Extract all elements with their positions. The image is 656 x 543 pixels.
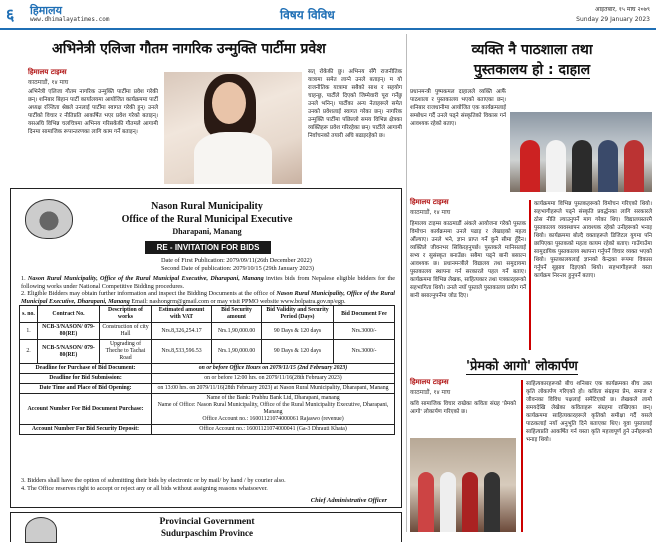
second-notice-subtitle: Sudurpaschim Province <box>160 528 254 538</box>
table-row <box>20 425 395 435</box>
account-office: Name of Office: Nason Rural Municipality, Office of the Rural Municipality Executive, Dharapani, Manang <box>157 402 389 415</box>
cell-contract: NCB-3/NASON/ 079-80(RE) <box>38 323 100 340</box>
cell-description: Upgrading of Theche to Tachai Road <box>100 340 152 364</box>
bid-notice <box>10 188 402 508</box>
table-row <box>20 340 395 364</box>
photo-person-shape <box>598 140 618 192</box>
article1-byline: हिमालय टाइम्स <box>28 68 67 76</box>
photo-person-shape <box>462 472 478 532</box>
notice-office: Office of the Rural Municipal Executive <box>121 214 293 225</box>
photo-face-shape <box>212 82 246 124</box>
second-publication-date: Second Date of publication: 2079/10/15 (29th January 2023) <box>161 265 315 272</box>
column-rule <box>529 200 531 350</box>
article3-headline: 'प्रेमको आगो' लोकार्पण <box>466 359 578 374</box>
article1-column-1: अभिनेत्री एलिजा गौतम नागरिक उन्मुक्ति पार्टीमा प्रवेश गरेकी छन्। शनिबार बिहान पार्टी कार्यालयमा आयोजित कार्यक्रममा पार्टी अध्यक्ष रञ्जिता श्रेष्ठले उनलाई पार्टीमा स्वागत गरेकी हुन्। उनले पार्टीको विचार र नीतिप्रति आकर्षित भएर प्रवेश गरेको बताइन्। यसअघि विभिन्न चलचित्रमा अभिनय गरिसकेकी गौतमले आगामी दिनमा सामाजिक रूपान्तरणका लागि काम गर्ने बताइन्। <box>28 89 158 135</box>
col-header-validity: Bid Validity and Security Period (Days) <box>262 306 334 323</box>
account-number: Office Account no.: 16001121074000061 Rajaswo (revenue) <box>202 416 344 422</box>
table-row <box>20 364 395 374</box>
cell-validity: 90 Days & 120 days <box>262 323 334 340</box>
photo-person-shape <box>440 472 456 532</box>
article1-dateline: काठमाडौं, १४ माघ <box>28 79 69 86</box>
col-header-contract: Contract No. <box>38 306 100 323</box>
notice-point-2-text: Email: nashongrm@gmail.com or may visit PPMO website www.bolpatra.gov.np/egp. <box>129 297 346 305</box>
cell-fee: Nrs.3000/- <box>334 323 395 340</box>
date-nepali: आइतबार, १५ माघ २०७९ <box>595 6 650 13</box>
article3-byline-box <box>410 378 484 396</box>
cell-contract: NCB-5/NASON/ 079-80(RE) <box>38 340 100 364</box>
page-header <box>0 0 656 30</box>
article2-byline: हिमालय टाइम्स <box>410 198 449 206</box>
column-rule <box>521 380 523 532</box>
notice-banner: RE - INVITATION FOR BIDS <box>145 241 271 254</box>
notice-point-2: 2. Eligible Bidders may obtain further information and inspect the Bidding Documents at the office of Nason Rural Municipality, Office of the Rural Municipal Executive, Dharapani, Manang Email: nashongrm@gmail.com or may visit PPMO website www.bolpatra.gov.np/egp. <box>21 290 396 305</box>
cell-fee: Nrs.3000/- <box>334 340 395 364</box>
article3-photo <box>410 438 516 532</box>
cell-sno: 2. <box>20 340 38 364</box>
photo-person-shape <box>418 472 434 532</box>
cell-description: Construction of city Hall <box>100 323 152 340</box>
second-notice-title: Provincial Government <box>159 517 255 527</box>
photo-person-shape <box>484 472 500 532</box>
article3-dateline: काठमाडौं, १४ माघ <box>410 389 451 396</box>
cell-validity: 90 Days & 120 days <box>262 340 334 364</box>
photo-person-shape <box>572 140 592 192</box>
account-bank: Name of the Bank: Prabhu Bank Ltd, Dharapani, manang <box>206 395 340 401</box>
article2-dateline: काठमाडौं, १४ माघ <box>410 209 451 216</box>
article1-headline: अभिनेत्री एलिजा गौतम नागरिक उन्मुक्ति पार्टीमा प्रवेश <box>52 41 326 57</box>
notice-signature: Chief Administrative Officer <box>310 497 387 504</box>
article3-byline: हिमालय टाइम्स <box>410 378 449 386</box>
article1-column-3: सत् रोकेकी छु। अभिनय सँगै राजनीतिक यात्रामा समेत लाग्ने उनले बताइन्। म यो राजनीतिक यात्रामा सबैको साथ र सहयोग चाहन्छु, पार्टीले दिएको जिम्मेवारी पूरा गर्नेछु उनले भनिन्। पार्टीका अन्य नेताहरूले समेत उनको प्रवेशलाई स्वागत गरेका छन्। नागरिक उन्मुक्ति पार्टीमा पछिल्लो समय विभिन्न क्षेत्रका व्यक्तिहरू प्रवेश गरिरहेका छन्। पार्टीले आगामी निर्वाचनको तयारी अघि बढाइरहेको छ। <box>308 69 402 139</box>
deadline-submission-label: Deadline for Bid Submission: <box>20 374 152 384</box>
table-row <box>20 323 395 340</box>
article1-byline-box <box>28 68 102 86</box>
notice-point-3-text: Bidders shall have the option of submitting their bids by electronic or by mail/ by hand / by courier also. <box>27 477 286 484</box>
notice-point-1-org: Nason Rural Municipality, Office of the Rural Municipal Executive, Dharapani, Manang <box>27 275 264 282</box>
col-header-estimate: Estimated amount with VAT <box>152 306 212 323</box>
second-notice <box>10 512 402 542</box>
notice-organization: Nason Rural Municipality <box>151 201 263 212</box>
first-publication-date: Date of First Publication: 2079/09/11(26th December 2022) <box>161 257 312 264</box>
site-url: www.dhimalayatimes.com <box>30 16 110 23</box>
deadline-submission-value: on or before 12:00 hrs. on 2079/11/16(28th February 2023) <box>152 374 395 384</box>
cell-sno: 1. <box>20 323 38 340</box>
table-row <box>20 394 395 425</box>
article2-headline-line-2: पुस्तकालय हो : दाहाल <box>473 62 591 78</box>
notice-point-3: 3. Bidders shall have the option of submitting their bids by electronic or by mail/ by hand / by courier also. <box>21 477 286 484</box>
issue-date <box>576 5 650 24</box>
article2-column-1: हिमालय टाइम्स काठमाडौं अंकले आयोजना गरेको पुस्तक विमोचन कार्यक्रममा उनले पढाइ र लेखाइको महत्व औंल्याए। उनले भने, ज्ञान प्राप्त गर्ने कुनै सीमा हुँदैन। व्यक्तिले जीवनभर सिकिरहनुपर्छ। पुस्तकले मानिसलाई सभ्य र सुसंस्कृत बनाउँछ। सबैमा पढ्ने बानी बसाल्न आवश्यक छ। प्रधानमन्त्रीले विद्यालय तथा समुदायमा पुस्तकालय स्थापना गर्न सरकारले पहल गर्ने बताए। कार्यक्रममा विभिन्न लेखक, साहित्यकार तथा पत्रकारहरूको सहभागिता थियो। उनले नयाँ पुस्ताले पुस्तकालय प्रयोग गर्ने बानी बसाल्नुपर्नेमा जोड दिए। <box>410 221 527 299</box>
cell-security: Nrs.1,90,000.00 <box>212 340 262 364</box>
column-divider <box>406 34 407 532</box>
notice-point-2-org: Nason Rural Municipality, Office of the Rural Municipal Executive, Dharapani, Manang <box>21 290 396 305</box>
security-label: Account Number For Bid Security Deposit: <box>20 425 152 435</box>
table-row <box>20 384 395 394</box>
photo-person-shape <box>624 140 644 192</box>
opening-label: Date Time and Place of Bid Opening: <box>20 384 152 394</box>
photo-dress-shape <box>194 132 272 184</box>
cell-estimate: Nrs.8,326,254.17 <box>152 323 212 340</box>
col-header-security: Bid Security amount <box>212 306 262 323</box>
article3-column-2: साहित्यकारहरूको बीच शनिबार एक कार्यक्रमका बीच उक्त कृति लोकार्पण गरिएको हो। कविता संग्रहमा प्रेम, समाज र जीवनका विविध पक्षलाई समेटिएको छ। लेखकले लामो समयदेखि लेखेका कविताहरू संग्रहमा राखिएका छन्। कार्यक्रममा साहित्यकारहरूले कृतिको समीक्षा गर्दै यसले पाठकलाई नयाँ अनुभूति दिने बताएका थिए। युवा पुस्तालाई साहित्यप्रति आकर्षित गर्न यस्ता कृति महत्त्वपूर्ण हुने उनीहरूको भनाइ थियो। <box>526 381 652 443</box>
notice-point-4: 4. The Office reserves right to accept or reject any or all bids without assigning reasons whatsoever. <box>21 485 268 492</box>
newspaper-logo: हिमालय <box>30 4 62 17</box>
bids-table-header-row <box>20 306 395 323</box>
security-value: Office Account no.: 16001121074000041 (Ga-3 Dhrauti Khata) <box>152 425 395 435</box>
col-header-fee: Bid Document Fee <box>334 306 395 323</box>
article3-column-1: कवि सामाजिक विचार राखेका कविता संग्रह 'प्रेमको आगो' लोकार्पण गरिएको छ। <box>410 401 516 415</box>
notice-publication-dates <box>161 257 314 273</box>
notice-point-1: 1. Nason Rural Municipality, Office of the Rural Municipal Executive, Dharapani, Manang invites bids from Nepalese eligible bidders for the following works under National Competitive Bidding procedures. <box>21 275 396 290</box>
notice-point-2-start: Eligible Bidders may obtain further information and inspect the Bidding Documents at the office of <box>27 290 277 297</box>
article2-intro: प्रधानमन्त्री पुष्पकमल दाहालले व्यक्ति आफैं पाठशाला र पुस्तकालय भएको बताएका छन्। शनिबार राजधानीमा आयोजित एक कार्यक्रमलाई सम्बोधन गर्दै उनले पढ्ने संस्कृतिको विकास गर्न आवश्यक रहेको बताए। <box>410 89 506 127</box>
opening-value: on 13:00 hrs. on 2079/11/16(28th February 2023) at Nason Rural Municipality, Dharapani, Manang <box>152 384 395 394</box>
cell-estimate: Nrs.8,533,596.53 <box>152 340 212 364</box>
notice-place: Dharapani, Manang <box>172 227 242 236</box>
bids-table <box>19 305 395 435</box>
photo-person-shape <box>546 140 566 192</box>
col-header-sno: s. no. <box>20 306 38 323</box>
notice-point-4-text: The Office reserves right to accept or reject any or all bids without assigning reasons whatsoever. <box>27 485 268 492</box>
article2-photo <box>510 112 652 192</box>
notice-point-1-text: invites bids from Nepalese eligible bidders for the following works under National Competitive Bidding procedures. <box>21 275 396 290</box>
article1-photo <box>164 72 302 184</box>
deadline-purchase-label: Deadline for Purchase of Bid Document: <box>20 364 152 374</box>
article2-byline-box <box>410 198 484 216</box>
cell-security: Nrs.1,90,000.00 <box>212 323 262 340</box>
article2-column-2: कार्यक्रममा विभिन्न पुस्तकहरूको विमोचन गरिएको थियो। सहभागीहरूले पढ्ने संस्कृति प्रवर्द्धनका लागि सरकारले ठोस नीति ल्याउनुपर्ने माग गरेका थिए। विद्यालयस्तरमै पुस्तकालय व्यवस्थापन आवश्यक रहेको उनीहरूको भनाइ थियो। कार्यक्रममा बोल्दै वक्ताहरूले डिजिटल युगमा पनि छापिएका पुस्तकको महत्व कायम रहेको बताए। गाउँगाउँमा सामुदायिक पुस्तकालय स्थापना गर्नुपर्ने विचार व्यक्त भएको थियो। पुस्तकालयलाई ज्ञानको केन्द्रका रूपमा विकास गर्नुपर्ने सुझाव दिइएको थियो। सहभागीहरूले यस्ता कार्यक्रम निरन्तर हुनुपर्ने बताए। <box>534 201 652 279</box>
table-row <box>20 374 395 384</box>
section-title: विषय विविध <box>280 8 335 22</box>
photo-person-shape <box>520 140 540 192</box>
account-label: Account Number For Bid Document Purchase: <box>20 394 152 425</box>
page-number: ६ <box>6 5 15 24</box>
article2-headline <box>410 40 654 80</box>
deadline-purchase-value: on or before Office Hours on 2079/11/15 (2nd February 2023) <box>152 364 395 374</box>
col-header-description: Description of works <box>100 306 152 323</box>
article2-headline-line-1: व्यक्ति नै पाठशाला तथा <box>471 42 593 58</box>
account-value <box>152 394 395 425</box>
date-english: Sunday 29 January 2023 <box>576 15 650 23</box>
